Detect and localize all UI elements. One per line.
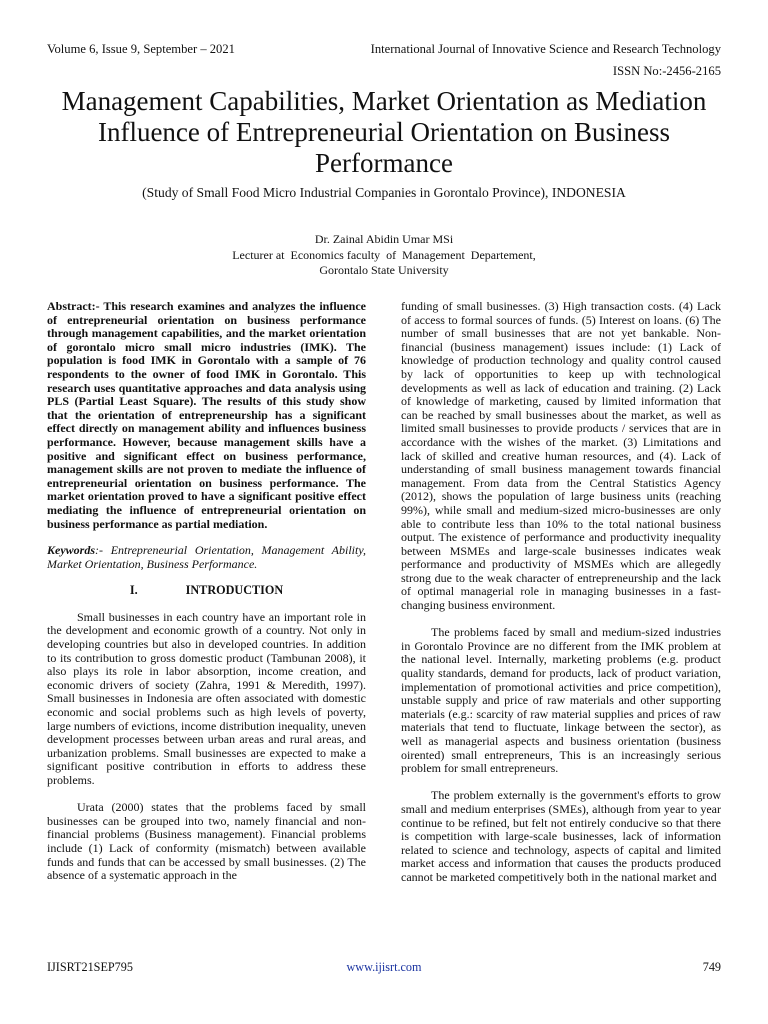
journal-name: International Journal of Innovative Science and Research Technology (370, 42, 721, 56)
author-position: Lecturer at Economics faculty of Management Departement, (232, 247, 536, 262)
right-column (401, 300, 721, 885)
running-header (47, 42, 721, 58)
volume-issue: Volume 6, Issue 9, September – 2021 (47, 42, 235, 56)
body-paragraph: Small businesses in each country have an important role in the development and economic growth of a country. Not only in developing countries but also in developed countries. In addition to its contribution to gross domestic product (Tambunan 2008), it also plays its role in labor absorption, income creation, and economic drivers of society (Zahra, 1991 & Meredith, 1997). Small businesses in Indonesia are often associated with domestic economic and social problems such as high levels of poverty, large numbers of evictions, income distribution inequality, uneven development processes between urban areas and rural areas, and urbanization problems. Small businesses are expected to make a significant positive contribution in efforts to address these problems. (47, 609, 366, 787)
keywords-label: Keywords (47, 543, 95, 558)
author-institution: Gorontalo State University (319, 263, 449, 277)
section-title: INTRODUCTION (185, 583, 284, 598)
abstract: Abstract:- This research examines and analyzes the influence of entrepreneurial orientation on business performance through management capabilities, and the market orientation of gorontalo micro small micro industries (IMK). The population is food IMK in Gorontalo with a sample of 76 respondents to the owner of food IMK in Gorontalo. This research uses quantitative approaches and data analysis using PLS (Partial Least Square). The results of this study show that the orientation of entrepreneurship has a significant effect directly on management ability and influences business performance. However, because management skills have a positive and significant effect on business performance, management skills are not proven to mediate the influence of entrepreneurial orientation on business performance. The market orientation proved to have a significant positive effect mediating the influence of entrepreneurial orientation on business performance as partial mediation. (47, 299, 366, 531)
author-block (40, 232, 728, 279)
keywords (47, 544, 366, 571)
body-paragraph: Urata (2000) states that the problems faced by small businesses can be grouped into two, namely financial and non-financial problems (Business management). Financial problems include (1) Lack of conformity (mismatch) between available funds and funds that can be accessed by small businesses. (2) The absence of a systematic approach in the (47, 800, 366, 883)
body-paragraph: The problem externally is the government's efforts to grow small and medium enterprises (SMEs), although from year to year continue to be refined, but felt not entirely conducive so that there is competition with large-scale businesses, lack of information related to science and technology, aspects of capital and limited market access and information that causes the products produced cannot be marketed competitively both in the national market and (401, 788, 721, 884)
section-heading-introduction (47, 584, 366, 598)
paper-code: IJISRT21SEP795 (47, 960, 133, 974)
journal-website-link[interactable]: www.ijisrt.com (346, 960, 422, 974)
body-paragraph: funding of small businesses. (3) High transaction costs. (4) Lack of access to formal sources of funds. (5) Interest on loans. (6) The number of small businesses that are not yet bankable. Non-financial (business management) issues include: (1) Lack of knowledge of production technology and quality control caused by lack of opportunities to keep up with technological developments as well as lack of education and training. (2) Lack of knowledge of marketing, caused by limited information that can be reached by small businesses about the market, as well as limited small businesses to provide products / services that are in accordance with the wishes of the market. (3) Limitations and lack of skilled and creative human resources, and (4). Lack of understanding of small business management towards financial management. From data from the Central Statistics Agency (2012), shows the population of large business units (reaching 99%), while small and medium-sized micro-businesses are only able to contribute less than 10% to the total national business output. The existence of performance and productivity inequality between MSMEs and large-scale businesses indicates weak performance and productivity of MSMEs which are allegedly strong due to the weak character of entrepreneurship and the lack of optimal managerial role in managing businesses in a fast-changing business environment. (401, 299, 721, 613)
keywords-text: :- Entrepreneurial Orientation, Management Ability, Market Orientation, Business Performance. (47, 543, 366, 571)
left-column (47, 300, 366, 883)
section-number: I. (129, 583, 138, 598)
paper-subtitle: (Study of Small Food Micro Industrial Companies in Gorontalo Province), INDONESIA (142, 185, 626, 200)
running-footer (47, 960, 721, 976)
page-number: 749 (702, 960, 721, 974)
paper-title: Management Capabilities, Market Orientation as Mediation Influence of Entrepreneurial Orientation on Business Performance (61, 86, 707, 178)
body-paragraph: The problems faced by small and medium-sized industries in Gorontalo Province are no different from the IMK problem at the national level. Internally, marketing problems (e.g. product quality standards, demand for products, lack of product variation, implementation of promotional activities and price competition), unstable supply and price of raw materials and other supporting materials (e.g.: scarcity of raw material supplies and prices of raw materials that tend to fluctuate, linkage between the sector), as well as managerial aspects and business orientation (business oirented) small entrepreneurs, This is an increasingly serious problem for small entrepreneurs. (401, 625, 721, 776)
issn-number: ISSN No:-2456-2165 (612, 64, 721, 78)
author-name: Dr. Zainal Abidin Umar MSi (314, 232, 454, 246)
